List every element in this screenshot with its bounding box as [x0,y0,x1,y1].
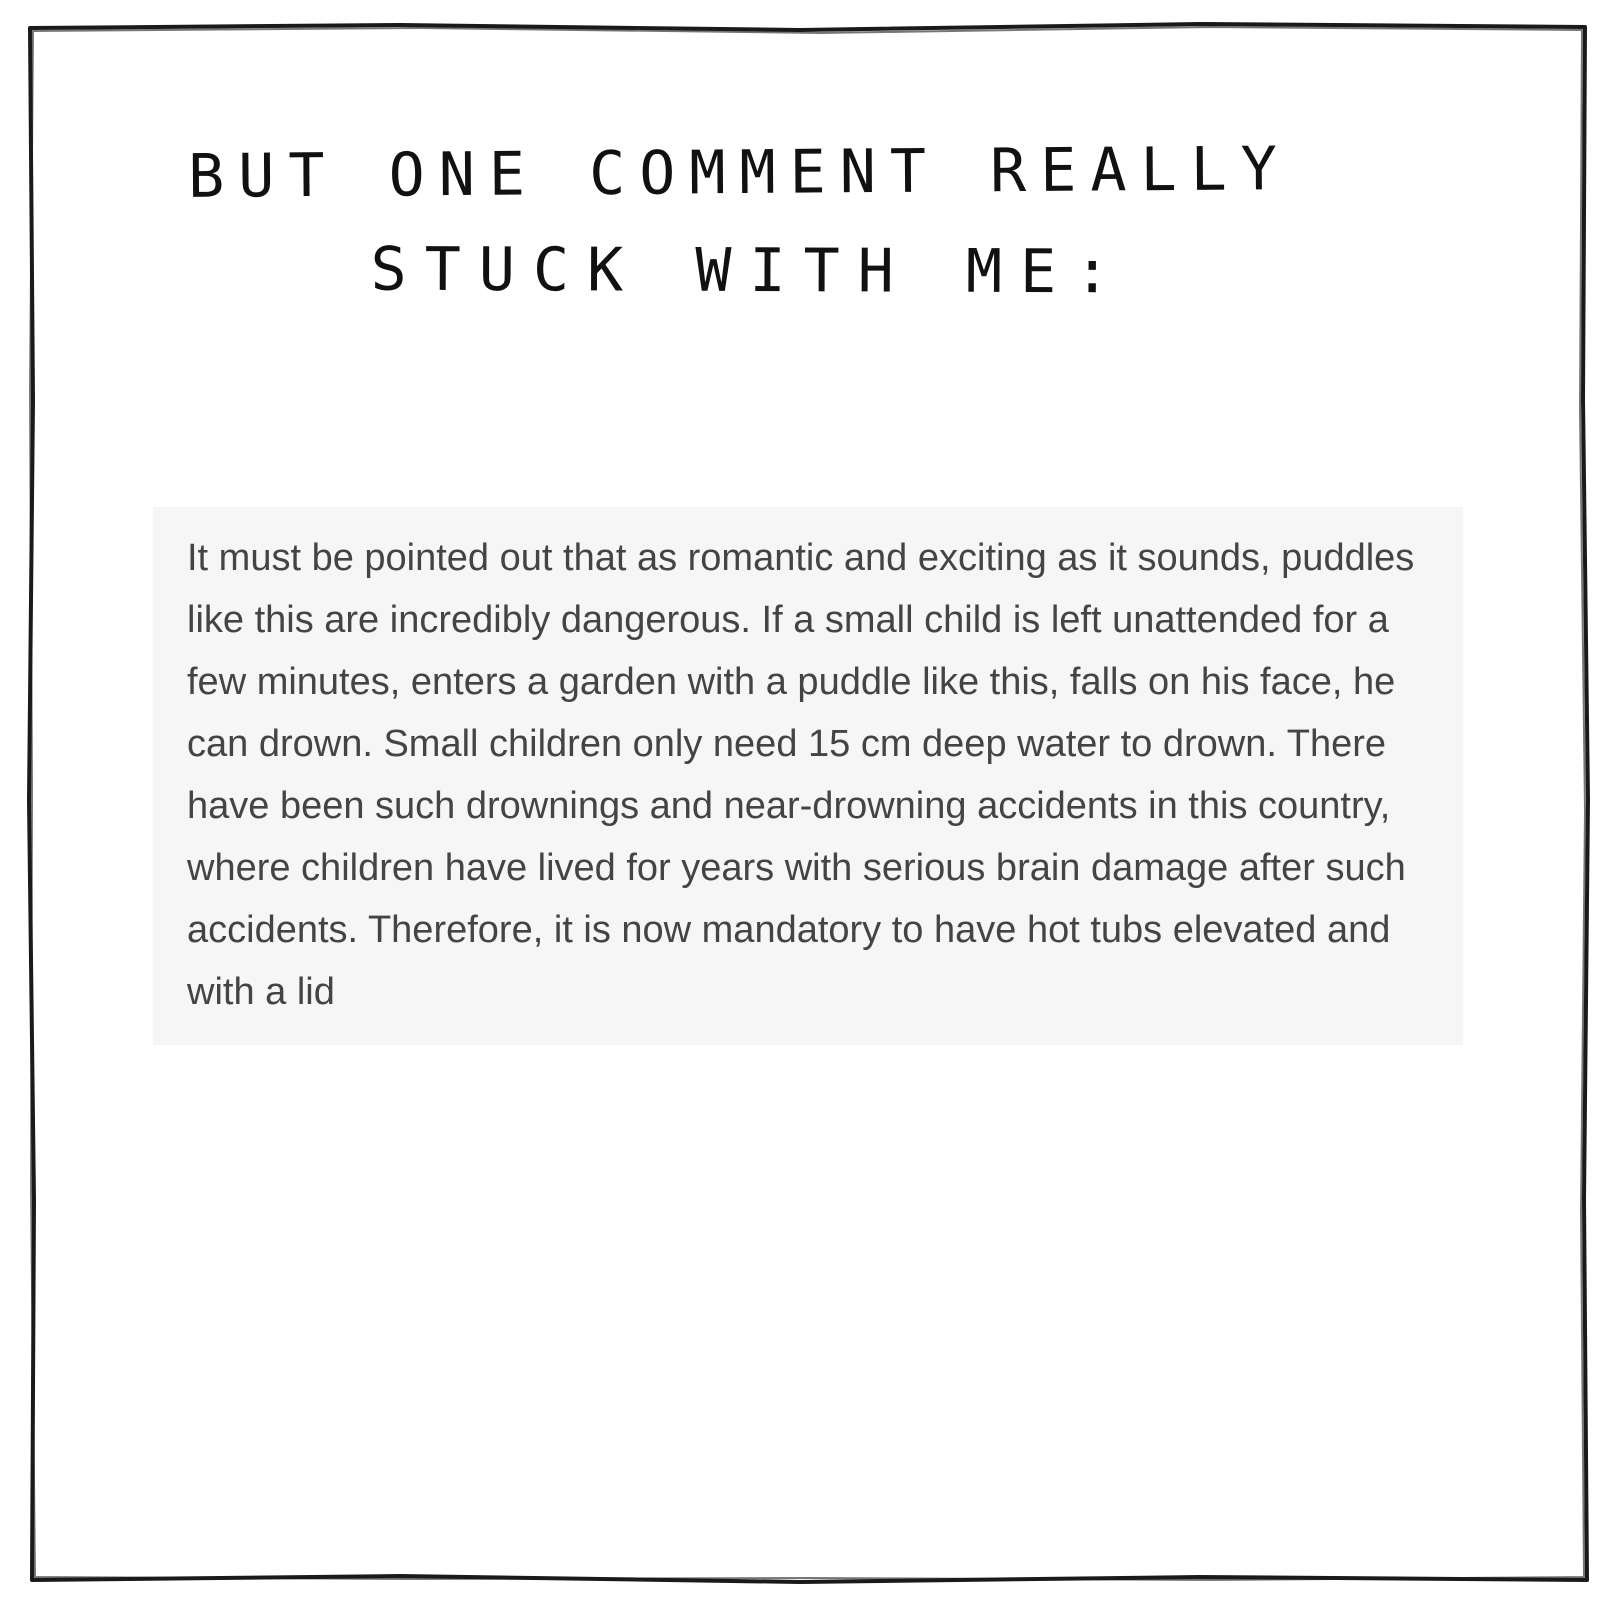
panel-heading-line-1: BUT ONE COMMENT REALLY [187,134,1292,212]
panel-heading-line-2: STUCK WITH ME: [370,234,1129,308]
comment-text: It must be pointed out that as romantic and exciting as it sounds, puddles like this are incredibly dangerous. If a small child is left unattended for a few minutes, enters a garden with a puddle like this, falls on his face, he can drown. Small children only need 15 cm deep water to drown. There have been such drownings and near-drowning accidents in this country, where children have lived for years with serious brain damage after such accidents. Therefore, it is now mandatory to have hot tubs elevated and with a lid [187,537,1415,1013]
quoted-comment [153,507,1463,1045]
